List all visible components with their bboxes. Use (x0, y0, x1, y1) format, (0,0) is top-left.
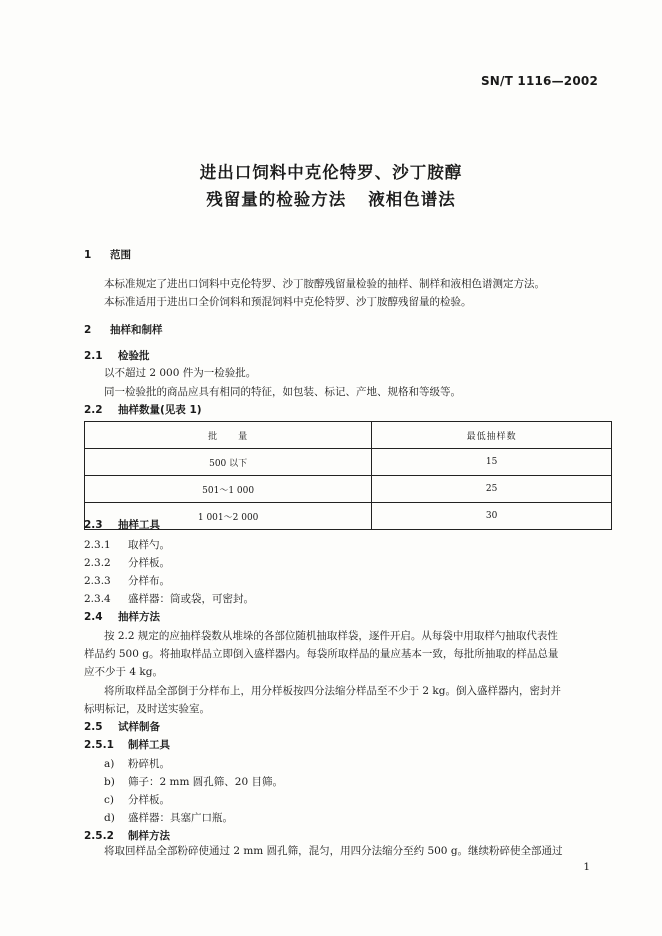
cell-lot-size: 1 001～2 000 (85, 503, 372, 530)
section-2-5-1-heading (84, 738, 170, 752)
section-2-3-heading (84, 518, 160, 532)
list-item (104, 757, 170, 771)
table-row (85, 449, 612, 476)
section-number: 2 (84, 324, 92, 336)
table-header-row (85, 422, 612, 449)
sampling-quantity-table (84, 421, 612, 530)
cell-lot-size: 501～1 000 (85, 476, 372, 503)
section-1-paragraph-2: 本标准适用于进出口全价饲料和预混饲料中克伦特罗、沙丁胺醇残留量的检验。 (104, 296, 472, 308)
cell-min-samples: 15 (372, 449, 612, 476)
page-number: 1 (583, 861, 590, 873)
section-title: 制样工具 (128, 739, 170, 751)
section-2-4-paragraph-1-line-3: 应不少于 4 kg。 (84, 666, 163, 678)
section-2-4-paragraph-1-line-2: 样品约 500 g。将抽取样品立即倒入盛样器内。每袋所取样品的量应基本一致，每批所抽取的样品总量 (84, 648, 559, 660)
section-title: 抽样数量(见表 1) (118, 404, 202, 416)
section-title: 试样制备 (118, 721, 160, 733)
section-title: 范围 (110, 249, 131, 261)
title-part-technique: 液相色谱法 (368, 190, 456, 209)
item-marker: b) (104, 776, 115, 788)
section-2-2-heading (84, 403, 202, 417)
item-text: 取样勺。 (128, 539, 170, 551)
section-2-1-paragraph-2: 同一检验批的商品应具有相同的特征，如包装、标记、产地、规格和等级等。 (104, 386, 461, 398)
item-marker: a) (104, 758, 115, 770)
table-row (85, 476, 612, 503)
standard-code: SN/T 1116—2002 (480, 74, 598, 88)
item-marker: c) (104, 794, 114, 806)
section-1-heading (84, 248, 131, 262)
item-number: 2.3.2 (84, 557, 111, 569)
section-title: 检验批 (118, 350, 150, 362)
header-min-samples: 最低抽样数 (372, 422, 612, 449)
list-item (84, 538, 170, 552)
section-title: 抽样工具 (118, 519, 160, 531)
section-2-5-2-heading (84, 829, 170, 843)
cell-lot-size: 500 以下 (85, 449, 372, 476)
cell-min-samples: 25 (372, 476, 612, 503)
section-2-4-heading (84, 610, 160, 624)
list-item (84, 556, 170, 570)
section-number: 1 (84, 249, 92, 261)
section-1-paragraph-1: 本标准规定了进出口饲料中克伦特罗、沙丁胺醇残留量检验的抽样、制样和液相色谱测定方法。 (104, 278, 545, 290)
item-text: 粉碎机。 (128, 758, 170, 770)
item-number: 2.3.3 (84, 575, 111, 587)
item-text: 分样布。 (128, 575, 170, 587)
section-2-heading (84, 323, 163, 337)
item-number: 2.3.1 (84, 539, 111, 551)
cell-min-samples: 30 (372, 503, 612, 530)
section-2-4-paragraph-2-line-1: 将所取样品全部倒于分样布上，用分样板按四分法缩分样品至不少于 2 kg。倒入盛样器内，密封并 (104, 685, 561, 697)
list-item (84, 574, 170, 588)
section-number: 2.2 (84, 404, 103, 416)
list-item (104, 793, 170, 807)
item-marker: d) (104, 812, 115, 824)
section-title: 抽样方法 (118, 611, 160, 623)
section-number: 2.5.2 (84, 830, 114, 842)
section-number: 2.5 (84, 721, 103, 733)
section-title: 制样方法 (128, 830, 170, 842)
section-2-5-heading (84, 720, 160, 734)
section-title: 抽样和制样 (110, 324, 163, 336)
section-number: 2.3 (84, 519, 103, 531)
list-item (104, 811, 233, 825)
header-lot-size: 批 量 (85, 422, 372, 449)
section-number: 2.5.1 (84, 739, 114, 751)
item-number: 2.3.4 (84, 593, 111, 605)
section-number: 2.4 (84, 611, 103, 623)
section-2-4-paragraph-1-line-1: 按 2.2 规定的应抽样袋数从堆垛的各部位随机抽取样袋，逐件开启。从每袋中用取样勺抽取代表性 (104, 630, 558, 642)
item-text: 分样板。 (128, 557, 170, 569)
item-text: 盛样器：具塞广口瓶。 (128, 812, 233, 824)
section-2-5-2-paragraph-1: 将取回样品全部粉碎使通过 2 mm 圆孔筛，混匀，用四分法缩分至约 500 g。继续粉碎使全部通过 (104, 845, 563, 857)
document-title-line-2 (0, 186, 662, 210)
list-item (84, 592, 254, 606)
item-text: 分样板。 (128, 794, 170, 806)
item-text: 盛样器：筒或袋，可密封。 (128, 593, 254, 605)
section-2-1-heading (84, 349, 150, 363)
section-number: 2.1 (84, 350, 103, 362)
section-2-4-paragraph-2-line-2: 标明标记，及时送实验室。 (84, 703, 210, 715)
list-item (104, 775, 283, 789)
title-part-method: 残留量的检验方法 (206, 190, 347, 209)
item-text: 筛子：2 mm 圆孔筛、20 目筛。 (128, 776, 283, 788)
section-2-1-paragraph-1: 以不超过 2 000 件为一检验批。 (104, 367, 257, 379)
document-title-line-1: 进出口饲料中克伦特罗、沙丁胺醇 (199, 163, 463, 182)
table-row (85, 503, 612, 530)
